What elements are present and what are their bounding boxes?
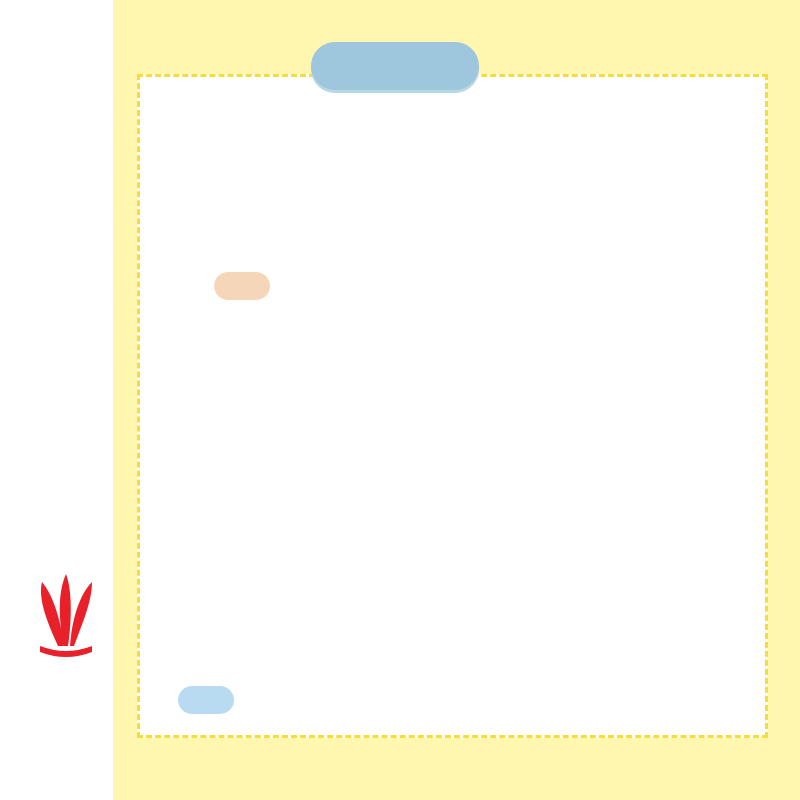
book-icon <box>0 560 170 670</box>
end-cloud <box>214 272 270 300</box>
publisher-logo <box>0 560 170 670</box>
start-cloud <box>178 686 234 714</box>
